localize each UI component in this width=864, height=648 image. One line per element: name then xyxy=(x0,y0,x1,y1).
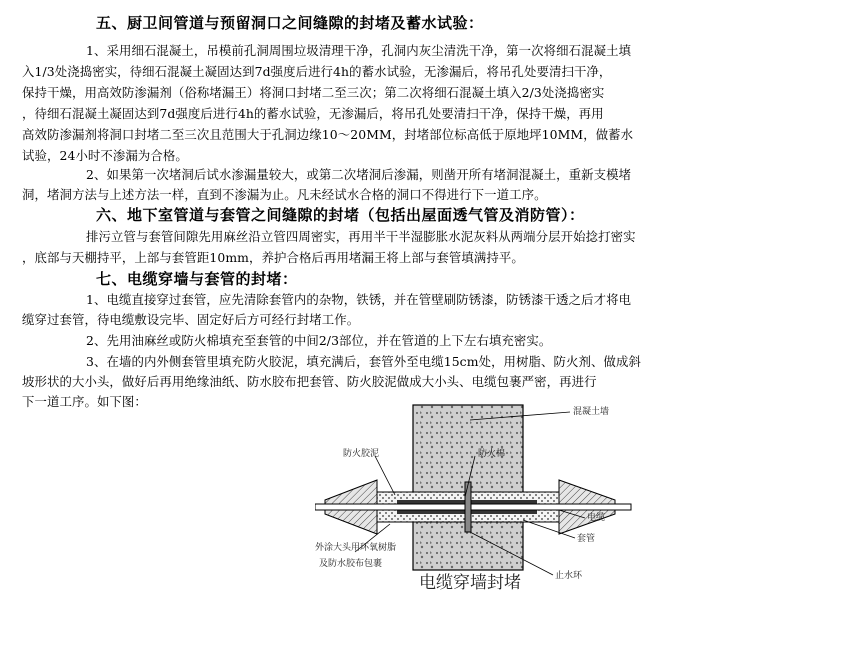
label-wrap-1: 外涂大头用环氧树脂 xyxy=(315,543,397,553)
section-7-heading: 七、电缆穿墙与套管的封堵： xyxy=(96,270,298,288)
section-6-p1-line-1: 排污立管与套管间隙先用麻丝沿立管四周密实，再用半干半湿膨胀水泥灰料从两端分层开始捻打密实 xyxy=(86,229,636,244)
section-5-p1-line-5: 高效防渗漏剂将洞口封堵二至三次且范围大于孔洞边缘10～20MM，封堵部位标高低于原地坪10MM，做蓄水 xyxy=(22,127,634,142)
label-wrap-2: 及防水胶布包裹 xyxy=(319,559,383,569)
section-5-p1-line-4: ，待细石混凝土凝固达到7d强度后进行4h的蓄水试验，无渗漏后，将吊孔处要清扫干净，保持干燥，再用 xyxy=(22,106,604,121)
cable xyxy=(315,504,631,510)
cable-wall-seal-diagram xyxy=(315,400,635,600)
section-7-p1-line-2: 缆穿过套管，待电缆敷设完毕、固定好后方可经行封堵工作。 xyxy=(22,312,360,327)
section-7-p3-line-1: 3、在墙的内外侧套管里填充防火胶泥，填充满后，套管外至电缆15cm处，用树脂、防火剂、做成斜 xyxy=(86,354,641,369)
diagram-caption: 电缆穿墙封堵 xyxy=(419,573,521,593)
section-5-p1-line-3: 保持干燥，用高效防渗漏剂（俗称堵漏王）将洞口封堵二至三次；第二次将细石混凝土填入2/3处浇捣密实 xyxy=(22,85,605,100)
section-5-p2-line-2: 洞，堵洞方法与上述方法一样，直到不渗漏为止。凡未经试水合格的洞口不得进行下一道工序。 xyxy=(22,187,547,202)
section-7-p3-line-2: 坡形状的大小头，做好后再用绝缘油纸、防水胶布把套管、防火胶泥做成大小头、电缆包裹严密，再进行 xyxy=(22,374,597,389)
label-fire-putty: 防火胶泥 xyxy=(343,449,380,459)
section-5-p1-line-1: 1、采用细石混凝土，吊模前孔洞周围垃圾清理干净，孔洞内灰尘清洗干净，第一次将细石混凝土填 xyxy=(86,43,632,58)
section-5-p1-line-2: 入1/3处浇捣密实，待细石混凝土凝固达到7d强度后进行4h的蓄水试验，无渗漏后，将吊孔处要清扫干净， xyxy=(22,64,612,79)
label-water-stop: 止水环 xyxy=(555,571,583,581)
section-5-p2-line-1: 2、如果第一次堵洞后试水渗漏量较大，或第二次堵洞后渗漏，则凿开所有堵洞混凝土，重新支模堵 xyxy=(86,167,632,182)
section-6-heading: 六、地下室管道与套管之间缝隙的封堵（包括出屋面透气管及消防管）： xyxy=(96,206,585,224)
section-5-p1-line-6: 试验，24小时不渗漏为合格。 xyxy=(22,148,188,163)
label-fire-cotton: 防火棉 xyxy=(478,449,506,459)
section-5-heading: 五、厨卫间管道与预留洞口之间缝隙的封堵及蓄水试验： xyxy=(96,14,484,32)
section-7-p2-line-1: 2、先用油麻丝或防火棉填充至套管的中间2/3部位，并在管道的上下左右填充密实。 xyxy=(86,333,552,348)
section-7-p3-line-3: 下一道工序。如下图： xyxy=(22,394,147,409)
water-stop-ring xyxy=(465,482,471,532)
section-7-p1-line-1: 1、电缆直接穿过套管，应先清除套管内的杂物，铁锈，并在管壁刷防锈漆，防锈漆干透之后才将电 xyxy=(86,292,632,307)
section-6-p1-line-2: ，底部与天棚持平，上部与套管距10mm，养护合格后再用堵漏王将上部与套管填满持平。 xyxy=(22,250,524,265)
label-sleeve: 套管 xyxy=(577,534,596,544)
label-cable: 电缆 xyxy=(587,513,606,523)
label-concrete-wall: 混凝土墙 xyxy=(573,407,610,417)
